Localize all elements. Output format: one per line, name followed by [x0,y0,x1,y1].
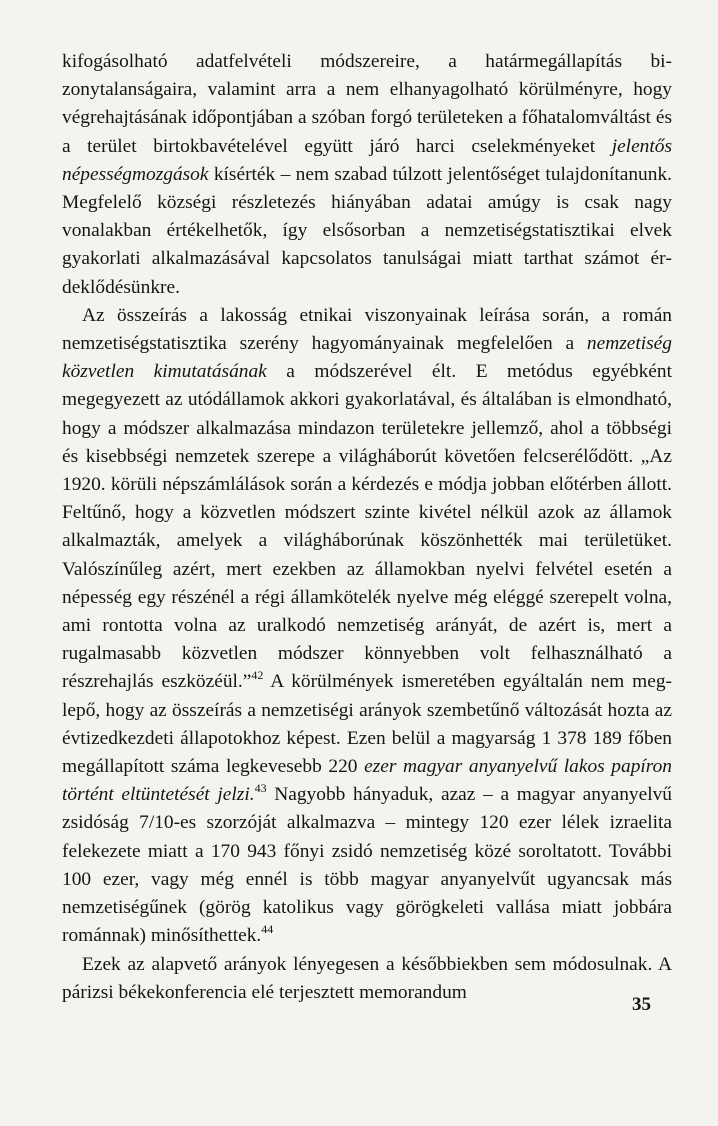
italic-phrase: ezer magyar anyanyelvű lakos papíron történt eltüntetését jelzi. [62,756,672,806]
paragraph-2: Az összeírás a lakosság etnikai viszonyainak leírása során, a román nemzetiségstatisztika szerény hagyományainak megfelelően a nemzetiség közvetlen kimutatásának a módszerével élt. E metódus egyébként megegyezett az utódállamok akkori gyakorlatával, és általában is elmondható, hogy a módszer alkalmazása mindazon területekre jellemző, ahol a többségi és kisebbségi nemzetek szerepe a világháborút követően felcserélődött. „Az 1920. körüli népszámlálások során a kérdezés e módja jobban előtérben állott. Feltűnő, hogy a közvetlen módszert szinte kivétel nélkül azok az államok alkalmazták, amelyek a világháborúnak köszönhették mai területüket. Valószínűleg azért, mert ezekben az államokban nyelvi felvétel esetén a népesség egy részénél a régi államkötelék nyelve még eléggé szerepelt volna, ami rontotta volna az uralkodó nemzetiség arányát, de azért is, mert a rugalmasabb közvetlen módszer könnyebben volt felhasználható a részrehajlás eszközéül.”$^{42}$ A körülmények ismeretében egyáltalán nem meglepő, hogy az összeírás a nemzetiségi arányok szembetűnő változását hozta az évtizedkezdeti állapotokhoz képest. Ezen belül a magyarság 1 378 189 főben megállapított száma legkevesebb 220 ezer magyar anyanyelvű lakos papíron történt eltüntetését jelzi.$^{43}$ Nagyobb hányaduk, azaz – a magyar anyanyelvű zsidóság 7/10-es szorzóját alkalmazva – mintegy 120 ezer lélek izraelita felekezete miatt a 170 943 főnyi zsidó nemzetiség közé soroltatott. További 100 ezer, vagy még ennél is több magyar anyanyelvűt ugyancsak más nemzetiségűnek (görög katolikus vagy görögkeleti vallása miatt jobbára románnak) minősíthettek.$^{44}$ [62,304,672,947]
paragraph-3: Ezek az alapvető arányok lényegesen a későbbiekben sem módosulnak. A párizsi békekonferencia elé terjesztett memorandum [62,953,672,1003]
body-text [62,48,672,1007]
italic-phrase: jelentős népességmozgások [62,135,672,185]
paragraph-1: kifogásolható adatfelvételi módszereire, a határmegállapítás bizonytalanságaira, valamint arra a nem elhanyagolható körülményre, hogy végrehajtásának időpontjában a szóban forgó területeken a főhatalomváltást és a terület birtokbavételével együtt járó harci cselekményeket jelentős népességmozgások kísérték – nem szabad túlzott jelentőséget tulajdonítanunk. Megfelelő községi részletezés hiányában adatai amúgy is csak nagy vonalakban értékelhetők, így elsősorban a nemzetiségstatisztikai elvek gyakorlati alkalmazásával kapcsolatos tanulságai miatt tarthat számot érdeklődésünkre. [62,51,672,298]
page-number: 35 [632,994,651,1015]
footnote-ref-43: 43 [254,781,267,796]
footnote-ref-44: 44 [261,922,274,937]
italic-phrase: nemzetiség közvetlen kimutatásának [62,333,672,383]
footnote-ref-42: 42 [251,668,264,683]
